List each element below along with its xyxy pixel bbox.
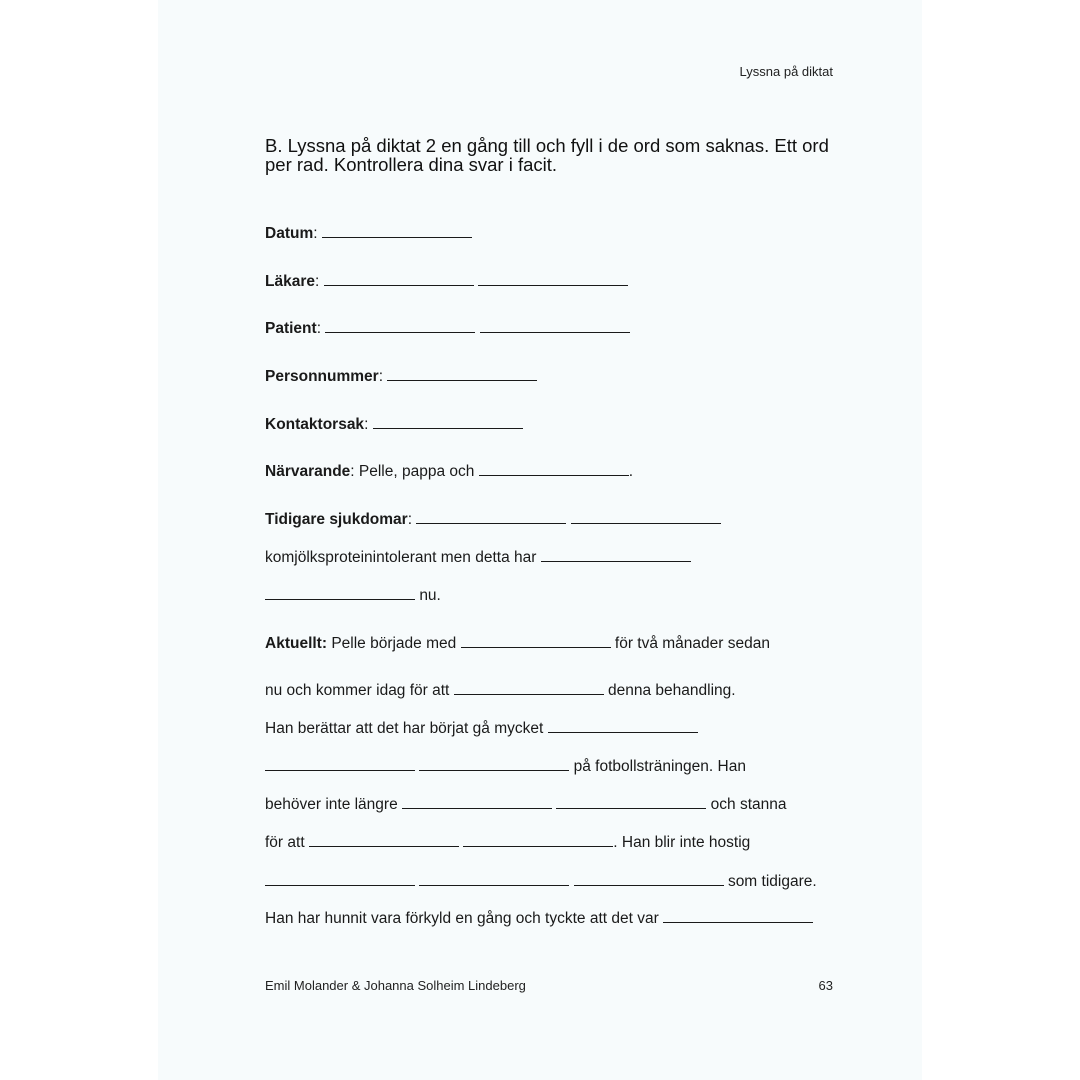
- answer-blank[interactable]: [387, 366, 537, 381]
- aktuellt-text-b: för två månader sedan: [614, 635, 770, 652]
- colon: :: [407, 511, 413, 528]
- datum-row: [265, 223, 472, 244]
- kontaktorsak-row: [265, 414, 523, 435]
- narvarande-row: [265, 461, 633, 482]
- personnummer-label: Personnummer: [265, 368, 379, 385]
- answer-blank[interactable]: [541, 547, 691, 562]
- answer-blank[interactable]: [556, 794, 706, 809]
- kommer-row: [265, 680, 736, 701]
- aktuellt-row: [265, 633, 770, 654]
- answer-blank[interactable]: [419, 756, 569, 771]
- answer-blank[interactable]: [324, 271, 474, 286]
- period: .: [628, 463, 634, 480]
- answer-blank[interactable]: [265, 585, 415, 600]
- answer-blank[interactable]: [419, 871, 569, 886]
- answer-blank[interactable]: [571, 509, 721, 524]
- fotboll-row: [265, 756, 746, 777]
- patient-label: Patient: [265, 320, 317, 337]
- answer-blank[interactable]: [265, 756, 415, 771]
- narvarande-label: Närvarande: [265, 463, 351, 480]
- hunnit-row: [265, 908, 813, 929]
- for-att-row: [265, 832, 750, 853]
- for-att-text-a: för att: [265, 834, 305, 851]
- answer-blank[interactable]: [265, 871, 415, 886]
- document-page: [158, 0, 922, 1080]
- exercise-instruction: B. Lyssna på diktat 2 en gång till och fyll i de ord som saknas. Ett ord per rad. Kontrollera dina svar i facit.: [265, 135, 829, 175]
- berattar-row: [265, 718, 698, 739]
- som-tidigare-row: [265, 871, 817, 892]
- answer-blank[interactable]: [322, 223, 472, 238]
- som-tidigare-text: som tidigare.: [727, 873, 817, 890]
- nu-row: [265, 585, 441, 606]
- answer-blank[interactable]: [454, 680, 604, 695]
- lakare-label: Läkare: [265, 273, 315, 290]
- colon: :: [364, 416, 369, 433]
- nu-text: nu.: [419, 587, 441, 604]
- answer-blank[interactable]: [325, 318, 475, 333]
- narvarande-text: : Pelle, pappa och: [350, 463, 475, 480]
- colon: :: [313, 225, 318, 242]
- behover-row: [265, 794, 787, 815]
- answer-blank[interactable]: [309, 832, 459, 847]
- lakare-row: [265, 271, 628, 292]
- tidigare-row: [265, 509, 721, 530]
- page-number: 63: [818, 978, 833, 993]
- answer-blank[interactable]: [663, 908, 813, 923]
- answer-blank[interactable]: [478, 271, 628, 286]
- behover-text-a: behöver inte längre: [265, 796, 398, 813]
- answer-blank[interactable]: [480, 318, 630, 333]
- answer-blank[interactable]: [574, 871, 724, 886]
- hunnit-text: Han har hunnit vara förkyld en gång och tyckte att det var: [265, 910, 659, 927]
- colon: :: [314, 273, 320, 290]
- footer-authors: Emil Molander & Johanna Solheim Lindeberg: [265, 978, 526, 993]
- kommer-text-a: nu och kommer idag för att: [265, 682, 450, 699]
- running-head: Lyssna på diktat: [739, 64, 833, 79]
- behover-text-b: och stanna: [710, 796, 787, 813]
- patient-row: [265, 318, 630, 339]
- answer-blank[interactable]: [461, 633, 611, 648]
- kommer-text-b: denna behandling.: [608, 682, 736, 699]
- personnummer-row: [265, 366, 537, 387]
- tidigare-label: Tidigare sjukdomar: [265, 511, 408, 528]
- aktuellt-text-a: Pelle började med: [331, 635, 457, 652]
- answer-blank[interactable]: [479, 461, 629, 476]
- answer-blank[interactable]: [402, 794, 552, 809]
- colon: :: [378, 368, 384, 385]
- komjolk-row: [265, 547, 691, 568]
- answer-blank[interactable]: [463, 832, 613, 847]
- datum-label: Datum: [265, 225, 314, 242]
- answer-blank[interactable]: [416, 509, 566, 524]
- answer-blank[interactable]: [373, 414, 523, 429]
- for-att-text-b: . Han blir inte hostig: [613, 834, 751, 851]
- answer-blank[interactable]: [548, 718, 698, 733]
- kontaktorsak-label: Kontaktorsak: [265, 416, 365, 433]
- berattar-text: Han berättar att det har börjat gå mycket: [265, 720, 544, 737]
- colon: :: [316, 320, 321, 337]
- fotboll-text: på fotbollsträningen. Han: [573, 758, 746, 775]
- aktuellt-label: Aktuellt:: [265, 635, 327, 652]
- komjolk-text: komjölksproteinintolerant men detta har: [265, 549, 537, 566]
